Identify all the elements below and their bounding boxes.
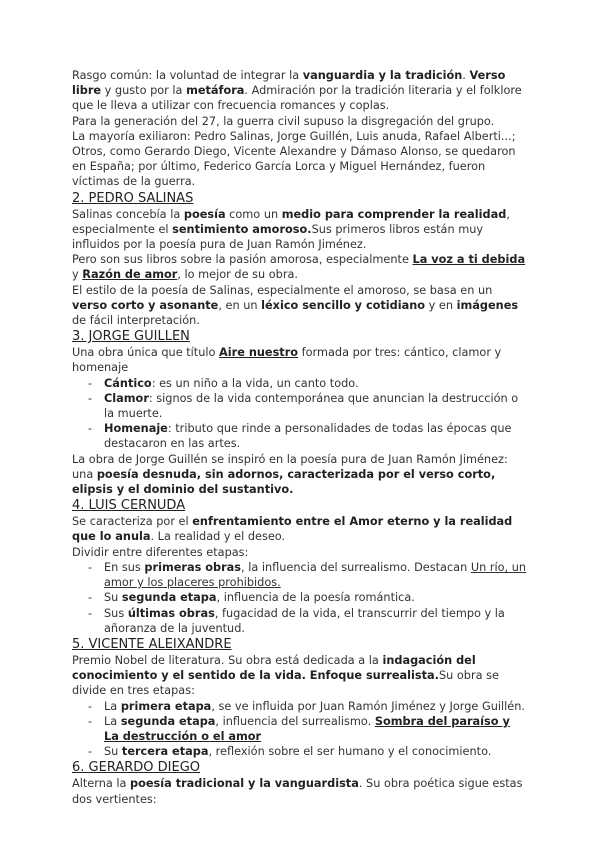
guillen-paragraph-1: Una obra única que título Aire nuestro formada por tres: cántico, clamor y homenaje <box>72 346 502 375</box>
heading-pedro-salinas: 2. PEDRO SALINAS <box>72 190 194 206</box>
intro-paragraph-1: Rasgo común: la voluntad de integrar la vanguardia y la tradición. Verso libre y gusto por la metáfora. Admiración por la tradición literaria y el folklore que le lleva a utilizar con frecuencia romances y coplas. <box>72 69 522 113</box>
list-item: - La segunda etapa, influencia del surrealismo. Sombra del paraíso y La destrucción o el amor <box>88 714 510 743</box>
heading-gerardo-diego: 6. GERARDO DIEGO <box>72 760 200 776</box>
list-item: - Su tercera etapa, reflexión sobre el ser humano y el conocimiento. <box>88 745 492 759</box>
book-title-la-voz: La voz a ti debida <box>412 253 526 267</box>
heading-jorge-guillen: 3. JORGE GUILLEN <box>72 329 190 345</box>
book-title-un-rio: Un río, un amor y los placeres prohibidos. <box>104 560 527 590</box>
salinas-paragraph-3: El estilo de la poesía de Salinas, especialmente el amoroso, se basa en un verso corto y asonante, en un léxico sencillo y cotidiano y en imágenes de fácil interpretación. <box>72 283 519 328</box>
heading-luis-cernuda: 4. LUIS CERNUDA <box>72 498 186 514</box>
book-title-razon-de-amor: Razón de amor <box>82 268 178 282</box>
aleixandre-paragraph-1: Premio Nobel de literatura. Su obra está dedicada a la indagación del conocimiento y el sentido de la vida. Enfoque surrealista.Su obra se divide en tres etapas: <box>72 653 499 698</box>
cernuda-paragraph-1: Se caracteriza por el enfrentamiento entre el Amor eterno y la realidad que lo anula. La realidad y el deseo. <box>72 515 513 544</box>
aleixandre-list <box>72 699 528 760</box>
document-page <box>72 68 528 807</box>
guillen-list <box>72 376 528 452</box>
list-item: - Clamor: signos de la vida contemporánea que anuncian la destrucción o la muerte. <box>88 391 519 421</box>
heading-vicente-aleixandre: 5. VICENTE ALEIXANDRE <box>72 636 232 652</box>
cernuda-list <box>72 560 528 636</box>
guillen-paragraph-2: La obra de Jorge Guillén se inspiró en la poesía pura de Juan Ramón Jiménez: una poesía desnuda, sin adornos, caracterizada por el verso corto, elipsis y el dominio del sustantivo. <box>72 452 508 497</box>
cernuda-paragraph-2: Dividir entre diferentes etapas: <box>72 545 249 559</box>
intro-paragraph-3: La mayoría exiliaron: Pedro Salinas, Jorge Guillén, Luis anuda, Rafael Alberti...; Otros, como Gerardo Diego, Vicente Alexandre y Dámaso Alonso, se quedaron en España; por último, Federico García Lorca y Miguel Hernández, fueron víctimas de la guerra. <box>72 129 516 189</box>
diego-paragraph-1: Alterna la poesía tradicional y la vanguardista. Su obra poética sigue estas dos vertientes: <box>72 777 523 806</box>
list-item: - En sus primeras obras, la influencia del surrealismo. Destacan Un río, un amor y los placeres prohibidos. <box>88 560 527 590</box>
list-item: - Cántico: es un niño a la vida, un canto todo. <box>88 376 359 390</box>
list-item: - La primera etapa, se ve influida por Juan Ramón Jiménez y Jorge Guillén. <box>88 699 525 713</box>
book-title-aire-nuestro: Aire nuestro <box>219 346 299 360</box>
intro-paragraph-2: Para la generación del 27, la guerra civil supuso la disgregación del grupo. <box>72 114 495 128</box>
salinas-paragraph-2: Pero son sus libros sobre la pasión amorosa, especialmente La voz a ti debida y Razón de amor, lo mejor de su obra. <box>72 253 526 282</box>
salinas-paragraph-1: Salinas concebía la poesía como un medio para comprender la realidad, especialmente el sentimiento amoroso.Sus primeros libros están muy influidos por la poesía pura de Juan Ramón Jiménez. <box>72 207 510 252</box>
book-title-sombra-del-paraiso: Sombra del paraíso y La destrucción o el amor <box>104 714 510 743</box>
list-item: - Su segunda etapa, influencia de la poesía romántica. <box>88 591 415 605</box>
list-item: - Homenaje: tributo que rinde a personalidades de todas las épocas que destacaron en las artes. <box>88 422 512 451</box>
list-item: - Sus últimas obras, fugacidad de la vida, el transcurrir del tiempo y la añoranza de la juventud. <box>88 606 505 635</box>
